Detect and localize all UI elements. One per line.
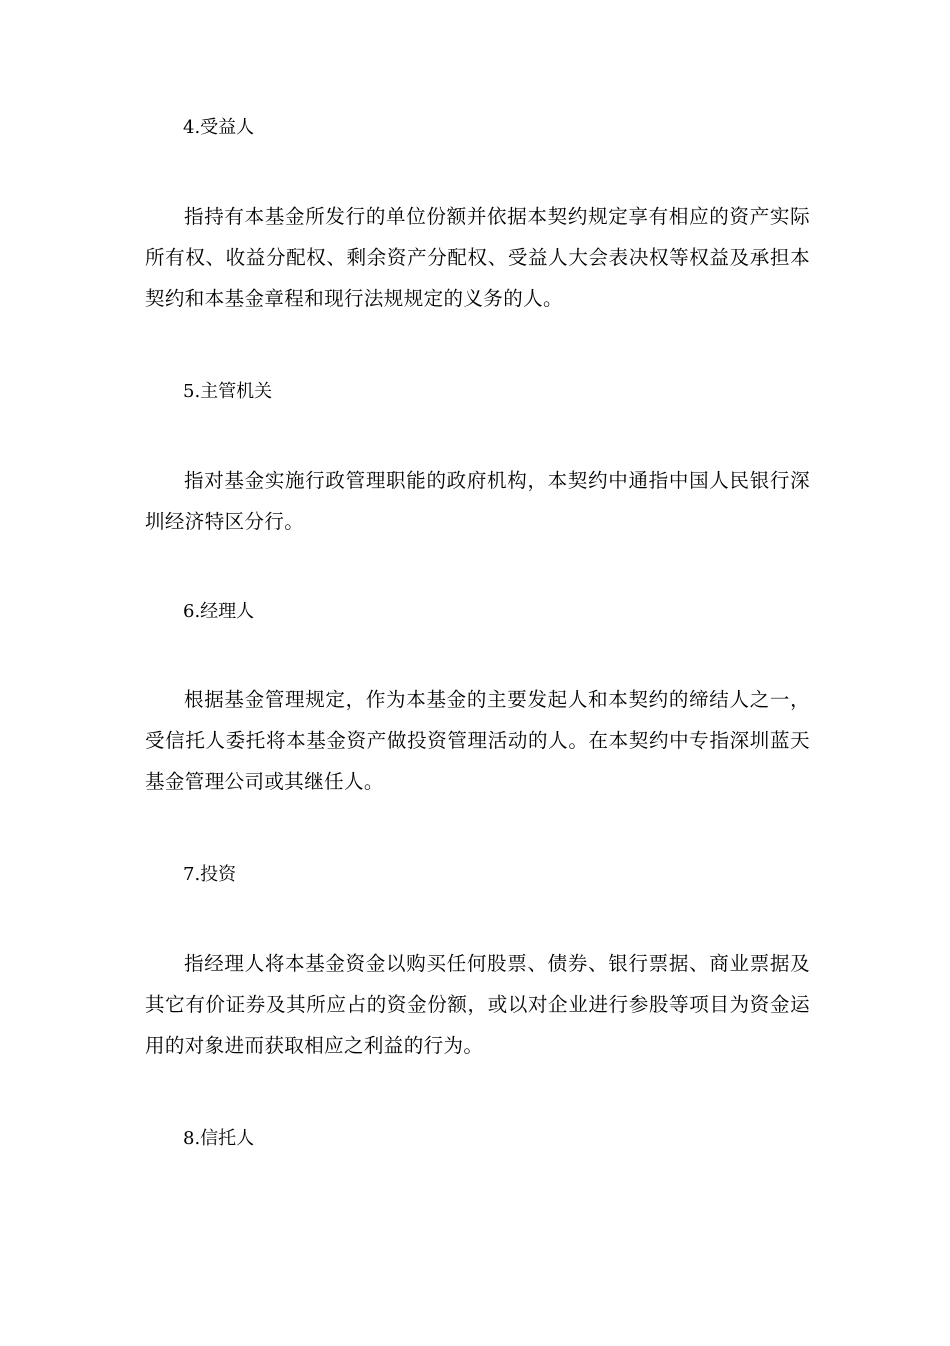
- section-heading-investment: 7.投资: [183, 864, 237, 885]
- section-body-manager: 根据基金管理规定，作为本基金的主要发起人和本契约的缔结人之一，受信托人委托将本基金资产做投资管理活动的人。在本契约中专指深圳蓝天基金管理公司或其继任人。: [145, 688, 810, 793]
- section-body-authority: 指对基金实施行政管理职能的政府机构，本契约中通指中国人民银行深圳经济特区分行。: [145, 469, 810, 533]
- section-heading-manager: 6.经理人: [183, 601, 255, 622]
- section-heading-beneficiary: 4.受益人: [183, 117, 255, 138]
- section-heading-authority: 5.主管机关: [183, 381, 273, 402]
- section-body-beneficiary: 指持有本基金所发行的单位份额并依据本契约规定享有相应的资产实际所有权、收益分配权、剩余资产分配权、受益人大会表决权等权益及承担本契约和本基金章程和现行法规规定的义务的人。: [145, 205, 810, 310]
- section-heading-trustee: 8.信托人: [183, 1128, 255, 1149]
- section-body-investment: 指经理人将本基金资金以购买任何股票、债券、银行票据、商业票据及其它有价证券及其所应占的资金份额，或以对企业进行参股等项目为资金运用的对象进而获取相应之利益的行为。: [145, 952, 810, 1057]
